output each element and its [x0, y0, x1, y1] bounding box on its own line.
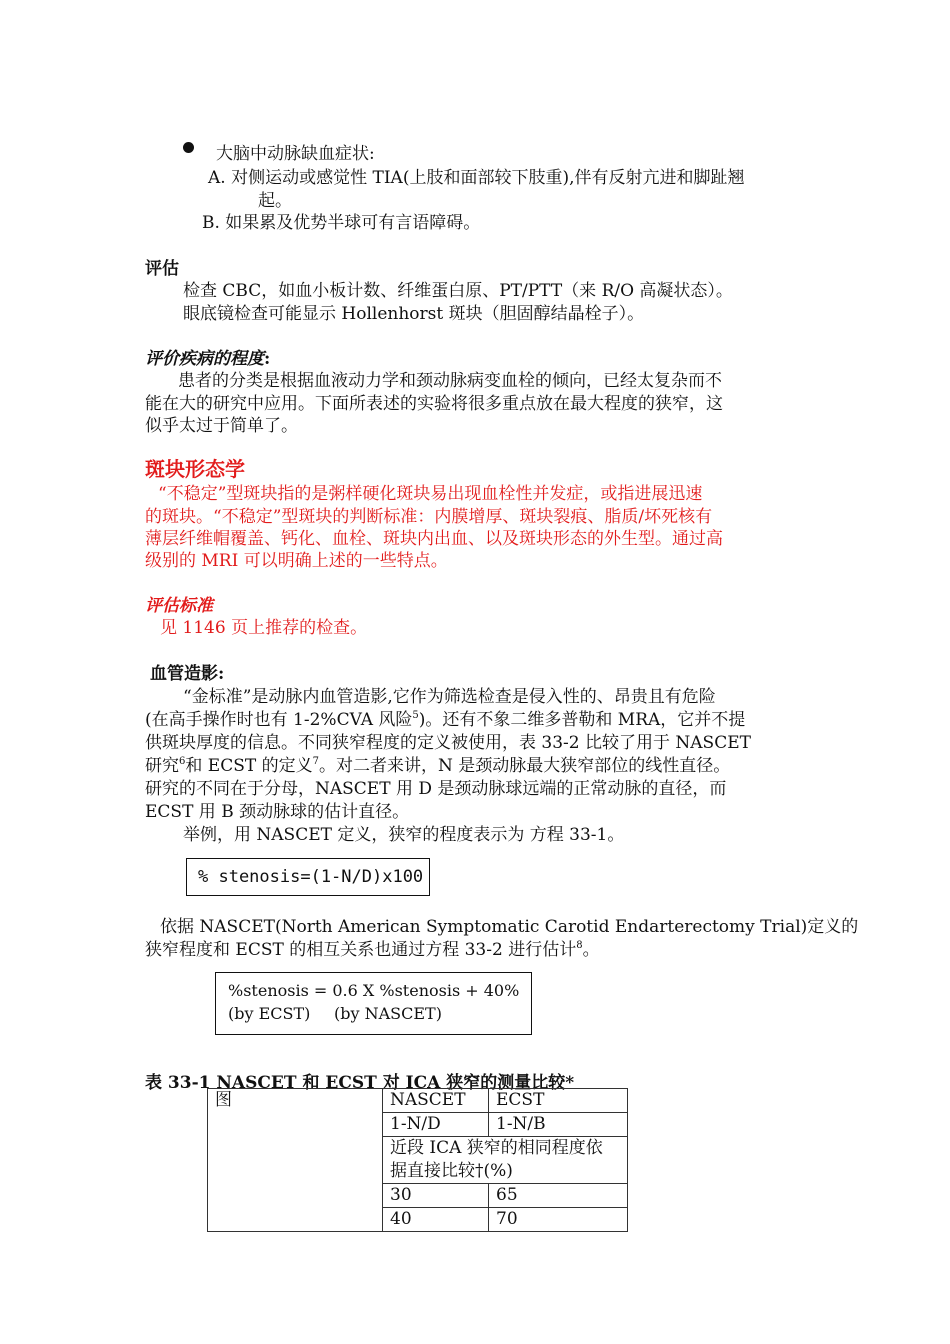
criteria-text: 见 1146 页上推荐的检查。: [160, 618, 368, 638]
footnote-ref: 7: [312, 756, 319, 767]
equation-2-box: [215, 972, 532, 1035]
table-figure-cell: [208, 1089, 383, 1232]
angio-line-6: ECST 用 B 颈动脉球的估计直径。: [145, 802, 410, 822]
table-caption: 表 33-1 NASCET 和 ECST 对 ICA 狭窄的测量比较*: [145, 1073, 575, 1093]
table-cell: 40: [383, 1208, 489, 1232]
angio-line-5: 研究的不同在于分母，NASCET 用 D 是颈动脉球远端的正常动脉的直径，而: [145, 779, 727, 799]
nascet-line-2: [145, 935, 600, 960]
angio-line-2-a: (在高手操作时也有 1-2%CVA 风险: [145, 710, 413, 730]
nascet-line-2-a: 狭窄程度和 ECST 的相互关系也通过方程 33-2 进行估计: [145, 940, 577, 960]
table-note-cell: [383, 1137, 628, 1184]
angio-heading: 血管造影:: [150, 664, 225, 684]
severity-line-3: 似乎太过于简单了。: [145, 416, 298, 436]
angio-line-7: 举例，用 NASCET 定义，狭窄的程度表示为 方程 33-1。: [183, 825, 625, 845]
severity-heading-colon: :: [264, 349, 271, 369]
equation-1: % stenosis=(1-N/D)x100: [198, 867, 424, 887]
footnote-ref: 5: [412, 710, 419, 721]
angio-line-2-b: )。还有不象二维多普勒和 MRA，它并不提: [418, 710, 746, 730]
footnote-ref: 6: [179, 756, 186, 767]
table-cell: 70: [489, 1208, 628, 1232]
table-cell: 1-N/B: [489, 1113, 628, 1137]
angio-line-4-c: 。对二者来讲，N 是颈动脉最大狭窄部位的线性直径。: [318, 756, 731, 776]
severity-line-2: 能在大的研究中应用。下面所表述的实验将很多重点放在最大程度的狭窄，这: [145, 394, 723, 414]
table-header-nascet: NASCET: [383, 1089, 489, 1113]
equation-2-by-ecst: (by ECST): [228, 1004, 311, 1023]
equation-2-by-nascet: (by NASCET): [334, 1004, 442, 1023]
nascet-line-2-b: 。: [582, 940, 600, 960]
angio-line-4-a: 研究: [145, 756, 179, 776]
assessment-line-1: 检查 CBC，如血小板计数、纤维蛋白原、PT/PTT（来 R/O 高凝状态）。: [183, 281, 733, 301]
assessment-line-2: 眼底镜检查可能显示 Hollenhorst 斑块（胆固醇结晶栓子）。: [183, 304, 645, 324]
angio-line-4: [145, 751, 730, 776]
figure-label: 图: [215, 1090, 232, 1110]
table-header-ecst: ECST: [489, 1089, 628, 1113]
comparison-table: [207, 1088, 628, 1232]
plaque-line-1: “不稳定”型斑块指的是粥样硬化斑块易出现血栓性并发症，或指进展迅速: [158, 484, 703, 504]
table-cell: 65: [489, 1184, 628, 1208]
severity-line-1: 患者的分类是根据血液动力学和颈动脉病变血栓的倾向，已经太复杂而不: [178, 371, 722, 391]
table-note-line-2: 据直接比较†(%): [390, 1161, 513, 1181]
plaque-heading: 斑块形态学: [145, 457, 245, 481]
table-note-line-1: 近段 ICA 狭窄的相同程度依: [390, 1138, 603, 1158]
table-cell: 30: [383, 1184, 489, 1208]
assessment-heading: 评估: [145, 259, 179, 279]
symptom-a-cont: 起。: [258, 191, 292, 211]
table-cell: 1-N/D: [383, 1113, 489, 1137]
bullet-icon: [183, 142, 194, 153]
angio-line-1: “金标准”是动脉内血管造影,它作为筛选检查是侵入性的、昂贵且有危险: [183, 687, 716, 707]
criteria-heading: 评估标准: [145, 596, 213, 616]
symptom-b: B. 如果累及优势半球可有言语障碍。: [202, 213, 481, 233]
footnote-ref: 8: [576, 940, 583, 951]
symptoms-title: 大脑中动脉缺血症状:: [216, 144, 375, 164]
angio-line-2: [145, 705, 745, 730]
angio-line-4-b: 和 ECST 的定义: [185, 756, 313, 776]
nascet-line-1: 依据 NASCET(North American Symptomatic Carotid Endarterectomy Trial)定义的: [160, 917, 859, 937]
plaque-line-2: 的斑块。“不稳定”型斑块的判断标准：内膜增厚、斑块裂痕、脂质/坏死核有: [145, 507, 713, 527]
equation-1-box: [186, 858, 430, 896]
table-row: [208, 1089, 628, 1113]
plaque-line-3: 薄层纤维帽覆盖、钙化、血栓、斑块内出血、以及斑块形态的外生型。通过高: [145, 529, 723, 549]
plaque-line-4: 级别的 MRI 可以明确上述的一些特点。: [145, 551, 448, 571]
symptom-a: A. 对侧运动或感觉性 TIA(上肢和面部较下肢重),伴有反射亢进和脚趾翘: [208, 168, 745, 188]
angio-line-3: 供斑块厚度的信息。不同狭窄程度的定义被使用，表 33-2 比较了用于 NASCET: [145, 733, 751, 753]
severity-heading-text: 评价疾病的程度: [145, 349, 264, 369]
equation-2-line-1: %stenosis = 0.6 X %stenosis + 40%: [228, 981, 520, 1000]
